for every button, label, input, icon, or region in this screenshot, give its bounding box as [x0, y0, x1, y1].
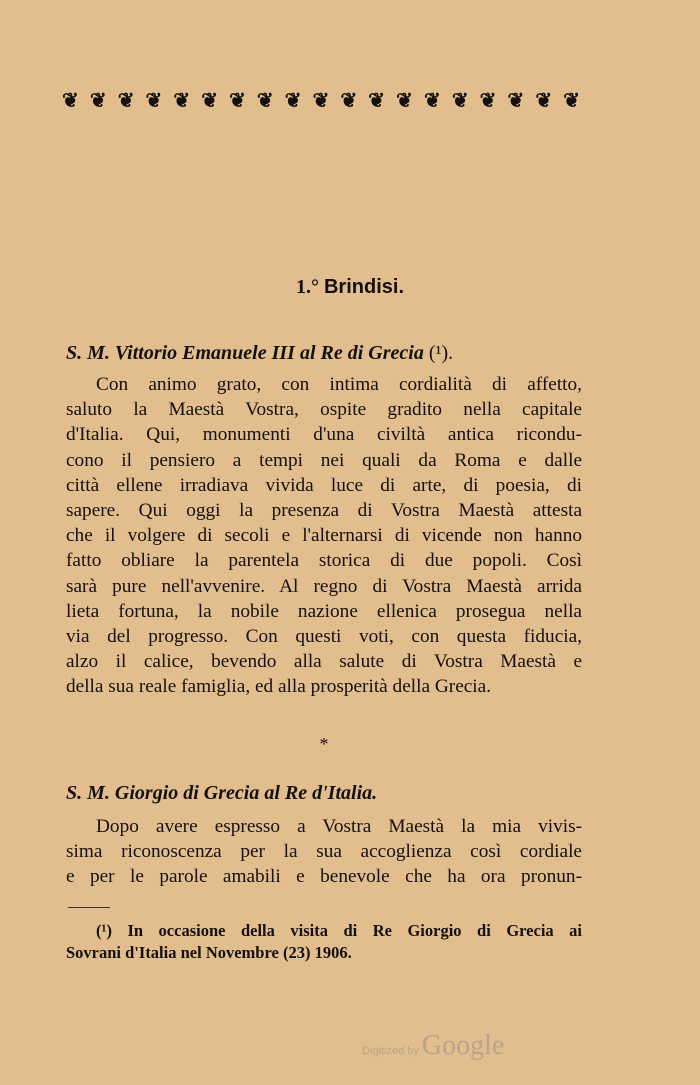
fleuron-icon: ❦ — [229, 90, 246, 112]
text-line: della sua reale famiglia, ed alla prosperità della Grecia. — [66, 676, 492, 698]
fleuron-icon: ❦ — [62, 90, 79, 112]
fleuron-icon: ❦ — [423, 90, 441, 112]
paragraph-2 — [66, 814, 582, 890]
text-line: che il volgere di secoli e l'alternarsi di vicende non hanno — [66, 525, 582, 547]
text-line: città ellene irradiava vivida luce di arte, di poesia, di — [66, 474, 582, 496]
text-line: (¹) In occasione della visita di Re Giorgio di Grecia ai — [96, 921, 582, 940]
footnote-rule — [68, 907, 110, 908]
separator-star: * — [319, 734, 329, 754]
text-line: via del progresso. Con questi voti, con questa fiducia, — [66, 625, 582, 647]
footnote — [66, 920, 582, 964]
fleuron-icon: ❦ — [368, 90, 386, 112]
subheading-1-text: S. M. Vittorio Emanuele III al Re di Grecia — [66, 342, 424, 364]
text-line: sapere. Qui oggi la presenza di Vostra Maestà attesta — [66, 499, 582, 521]
heading-number: 1.° — [295, 276, 319, 298]
subheading-2: S. M. Giorgio di Grecia al Re d'Italia. — [66, 782, 378, 804]
fleuron-icon: ❦ — [312, 90, 330, 112]
fleuron-icon: ❦ — [256, 90, 274, 112]
fleuron-icon: ❦ — [451, 90, 469, 112]
subheading-1 — [66, 342, 453, 365]
fleuron-icon: ❦ — [479, 90, 497, 112]
text-line: sarà pure nell'avvenire. Al regno di Vostra Maestà arrida — [66, 575, 582, 597]
text-line: Con animo grato, con intima cordialità di affetto, — [96, 374, 582, 395]
fleuron-icon: ❦ — [340, 90, 358, 112]
google-watermark — [362, 1030, 504, 1062]
fleuron-icon: ❦ — [563, 90, 580, 112]
fleuron-icon: ❦ — [117, 90, 135, 112]
text-line: d'Italia. Qui, monumenti d'una civiltà antica ricondu- — [66, 424, 582, 446]
fleuron-icon: ❦ — [507, 90, 525, 112]
fleuron-icon: ❦ — [284, 90, 302, 112]
fleuron-icon: ❦ — [89, 90, 107, 112]
text-line: cono il pensiero a tempi nei quali da Roma e dalle — [66, 449, 582, 471]
watermark-prefix: Digitized by — [362, 1045, 419, 1057]
text-line: Dopo avere espresso a Vostra Maestà la mia vivis- — [96, 816, 582, 837]
heading-title: Brindisi. — [323, 276, 404, 298]
text-line: Sovrani d'Italia nel Novembre (23) 1906. — [66, 943, 352, 962]
fleuron-icon: ❦ — [145, 90, 163, 112]
paragraph-1 — [66, 372, 582, 699]
watermark-brand: Google — [421, 1030, 505, 1061]
fleuron-icon: ❦ — [201, 90, 218, 112]
fleuron-icon: ❦ — [396, 90, 413, 112]
text-line: lieta fortuna, la nobile nazione ellenica prosegua nella — [66, 600, 582, 622]
text-line: sima riconoscenza per la sua accoglienza così cordiale — [66, 841, 582, 863]
text-line: alzo il calice, bevendo alla salute di Vostra Maestà e — [66, 651, 582, 673]
fleuron-icon: ❦ — [173, 90, 191, 112]
section-heading — [0, 276, 700, 299]
footnote-ref: (¹). — [428, 342, 454, 364]
text-line: e per le parole amabili e benevole che ha ora pronun- — [66, 866, 582, 888]
ornament-row — [62, 88, 580, 113]
fleuron-icon: ❦ — [535, 90, 553, 112]
text-line: fatto obliare la parentela storica di due popoli. Così — [66, 550, 582, 572]
text-line: saluto la Maestà Vostra, ospite gradito nella capitale — [66, 399, 582, 421]
